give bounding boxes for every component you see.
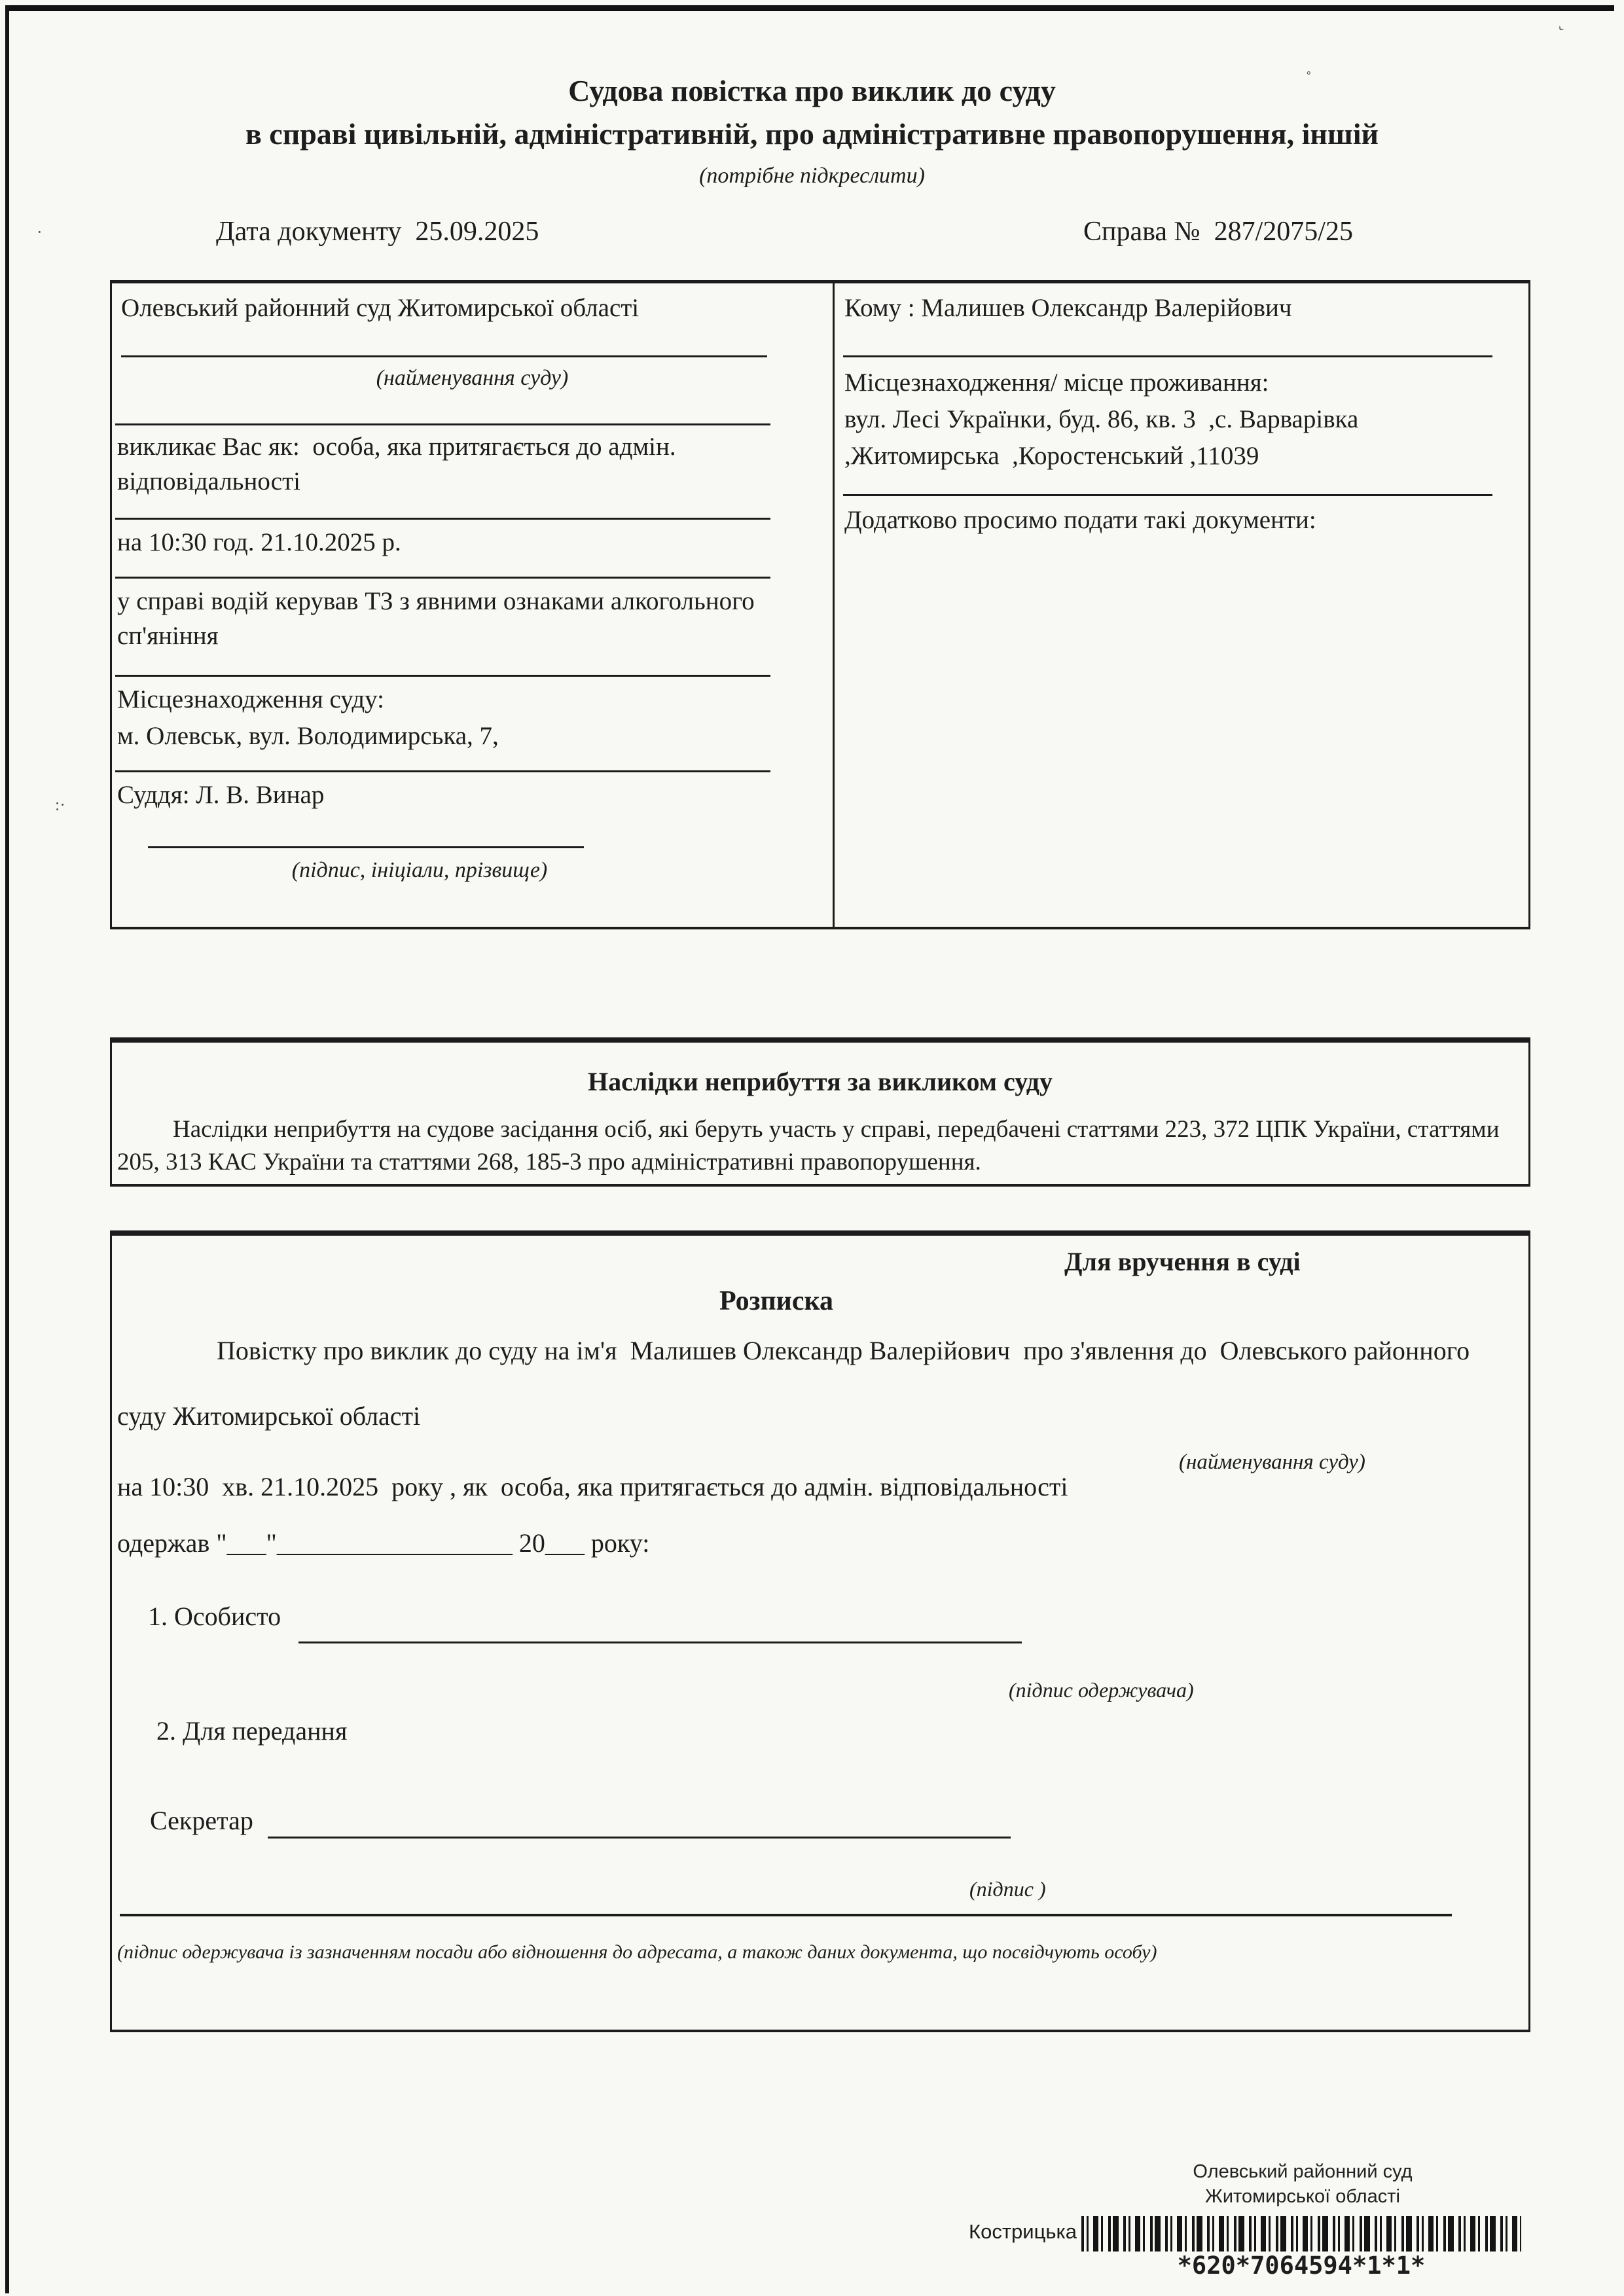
court-name: Олевський районний суд Житомирської області xyxy=(121,294,640,322)
address-label: Місцезнаходження/ місце проживання: xyxy=(844,368,1269,397)
judge-name: Суддя: Л. В. Винар xyxy=(117,781,325,809)
secretary-label: Секретар xyxy=(150,1806,253,1835)
secretary-signature-line xyxy=(268,1837,1011,1839)
consequences-title: Наслідки неприбуття за викликом суду xyxy=(588,1067,1053,1096)
transfer-label: 2. Для передання xyxy=(156,1716,348,1746)
receipt-box xyxy=(110,1230,1530,2032)
court-location: м. Олевськ, вул. Володимирська, 7, xyxy=(117,722,499,750)
rule xyxy=(115,577,770,579)
personally-caption: (підпис одержувача) xyxy=(1009,1678,1194,1702)
case-number: Справа № 287/2075/25 xyxy=(1083,217,1353,247)
receipt-title: Розписка xyxy=(719,1286,834,1316)
court-info-cell xyxy=(112,283,835,927)
hearing-datetime: на 10:30 год. 21.10.2025 р. xyxy=(117,528,401,556)
consequences-body: Наслідки неприбуття на судове засідання осіб, які беруть участь у справі, передбачені статтями 223, 372 ЦПК України, статтями 205, 313 КАС України та статтями 268, 185-3 про адміністративні правопорушення. xyxy=(117,1116,1506,1175)
rule xyxy=(843,494,1492,496)
scan-speck: · xyxy=(37,223,43,242)
document-date: Дата документу 25.09.2025 xyxy=(216,217,539,247)
secretary-caption: (підпис ) xyxy=(969,1877,1046,1901)
recipient-name: Кому : Малишев Олександр Валерійович xyxy=(844,294,1292,322)
documents-request-label: Додатково просимо подати такі документи: xyxy=(844,506,1316,534)
signature-line xyxy=(148,846,584,848)
summons-table xyxy=(110,280,1530,929)
rule xyxy=(115,518,770,520)
court-name-caption: (найменування суду) xyxy=(376,366,569,390)
consequences-box xyxy=(110,1037,1530,1187)
scan-speck: ˚ xyxy=(1306,69,1312,88)
received-date-blank: одержав "___"__________________ 20___ року: xyxy=(117,1528,650,1558)
bottom-signature-line xyxy=(120,1914,1452,1916)
barcode xyxy=(1081,2216,1521,2251)
page-subtitle: в справі цивільній, адміністративній, про адміністративне правопорушення, іншій xyxy=(245,117,1379,151)
receipt-court-caption: (найменування суду) xyxy=(1179,1450,1365,1474)
personally-signature-line xyxy=(298,1641,1022,1643)
signature-caption: (підпис, ініціали, прізвище) xyxy=(291,858,548,882)
scan-edge-top xyxy=(9,5,1614,11)
address-line2: ,Житомирська ,Коростенський ,11039 xyxy=(844,442,1259,470)
scan-speck: :· xyxy=(55,795,65,814)
case-subject: у справі водій керував ТЗ з явними ознаками алкогольного сп'яніння xyxy=(117,587,761,650)
barcode-text: *620*7064594*1*1* xyxy=(1177,2251,1426,2280)
recipient-cell xyxy=(837,283,1528,927)
rule xyxy=(115,423,770,425)
scan-speck: ˇ xyxy=(1549,23,1566,42)
receipt-datetime: на 10:30 хв. 21.10.2025 року , як особа, яка притягається до адмін. відповідальності xyxy=(117,1472,1068,1501)
receipt-body-line1: Повістку про виклик до суду на ім'я Малишев Олександр Валерійович про з'явлення до Олевського районного xyxy=(217,1336,1470,1365)
footer-sender-name: Кострицька xyxy=(969,2220,1077,2243)
underline-note: (потрібне підкреслити) xyxy=(699,164,925,188)
rule xyxy=(843,355,1492,357)
rule xyxy=(115,675,770,677)
personally-label: 1. Особисто xyxy=(148,1602,281,1631)
court-location-label: Місцезнаходження суду: xyxy=(117,685,384,713)
address-line1: вул. Лесі Українки, буд. 86, кв. 3 ,с. Варварівка xyxy=(844,405,1359,433)
bottom-caption: (підпис одержувача із зазначенням посади або відношення до адресата, а також даних документа, що посвідчують особу) xyxy=(117,1941,1157,1963)
footer-court-line2: Житомирської області xyxy=(1205,2186,1400,2207)
receipt-body-line2: суду Житомирської області xyxy=(117,1401,421,1431)
footer-court-line1: Олевський районний суд xyxy=(1193,2161,1413,2182)
delivery-title: Для вручення в суді xyxy=(1064,1247,1301,1276)
rule xyxy=(121,355,767,357)
rule xyxy=(115,770,770,772)
scan-edge-left xyxy=(5,5,9,2293)
page-title: Судова повістка про виклик до суду xyxy=(568,74,1056,107)
summon-as: викликає Вас як: особа, яка притягається до адмін. відповідальності xyxy=(117,433,683,495)
